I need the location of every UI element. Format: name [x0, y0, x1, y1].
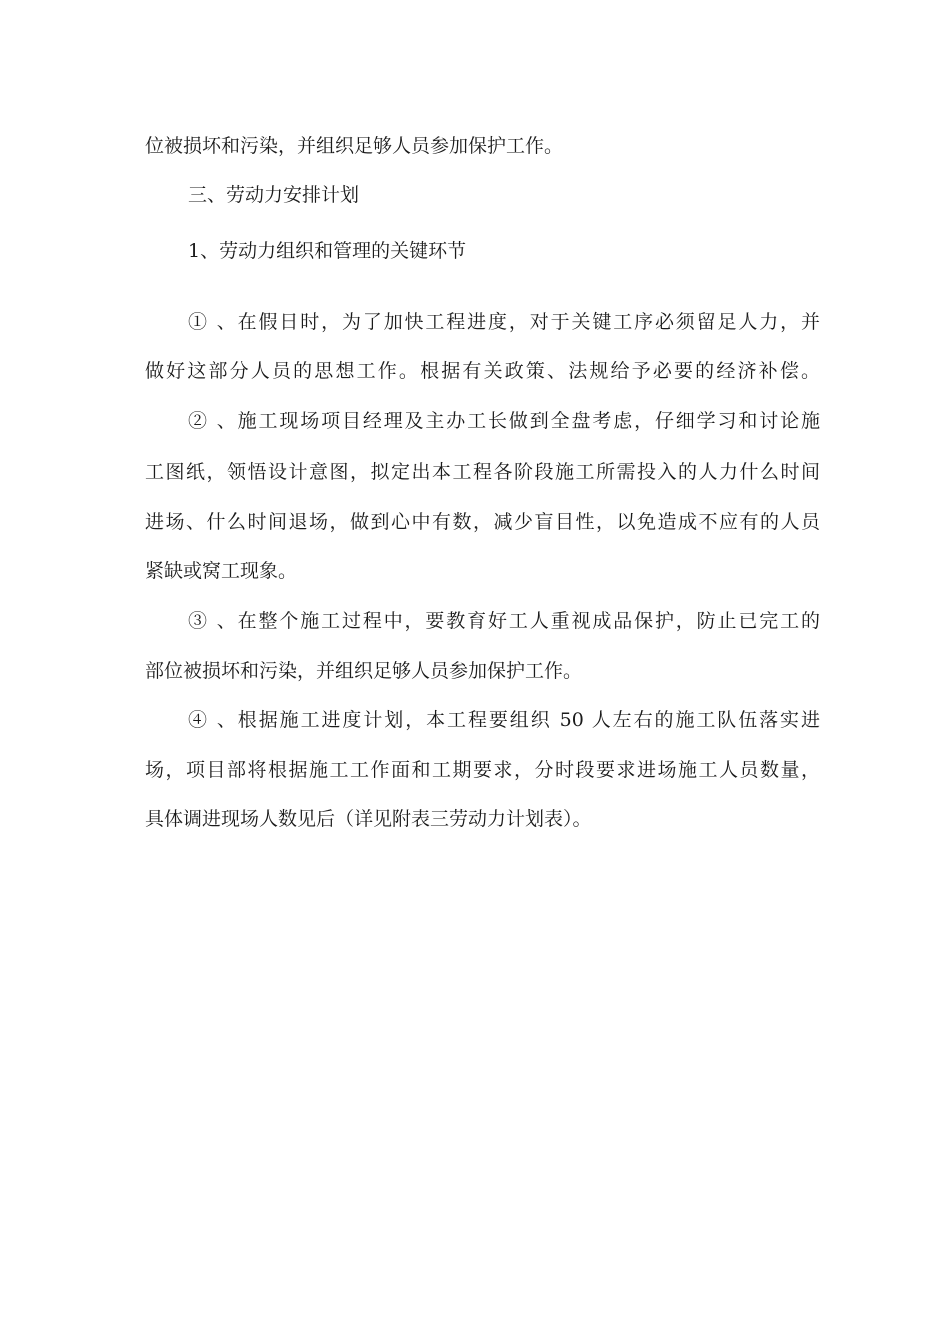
paragraph-2-line-4: 紧缺或窝工现象。 [145, 560, 298, 582]
paragraph-4-line-3: 具体调进现场人数见后（详见附表三劳动力计划表）。 [145, 808, 592, 830]
paragraph-3-line-2: 部位被损坏和污染，并组织足够人员参加保护工作。 [145, 660, 583, 682]
paragraph-1-line-1: ① 、在假日时，为了加快工程进度，对于关键工序必须留足人力，并 [188, 311, 820, 333]
paragraph-4-line-1: ④ 、根据施工进度计划，本工程要组织 50 人左右的施工队伍落实进 [188, 709, 820, 731]
section-heading: 三、劳动力安排计划 [188, 184, 360, 206]
text-line-continuation: 位被损坏和污染，并组织足够人员参加保护工作。 [145, 135, 564, 157]
paragraph-3-line-1: ③ 、在整个施工过程中，要教育好工人重视成品保护，防止已完工的 [188, 610, 820, 632]
paragraph-4-line-2: 场，项目部将根据施工工作面和工期要求，分时段要求进场施工人员数量， [145, 759, 820, 781]
paragraph-2-line-2: 工图纸，领悟设计意图，拟定出本工程各阶段施工所需投入的人力什么时间 [145, 461, 820, 483]
subsection-heading: 1、劳动力组织和管理的关键环节 [188, 240, 467, 262]
paragraph-2-line-1: ② 、施工现场项目经理及主办工长做到全盘考虑，仔细学习和讨论施 [188, 410, 820, 432]
paragraph-2-line-3: 进场、什么时间退场，做到心中有数，减少盲目性，以免造成不应有的人员 [145, 511, 820, 533]
paragraph-1-line-2: 做好这部分人员的思想工作。根据有关政策、法规给予必要的经济补偿。 [145, 360, 820, 382]
